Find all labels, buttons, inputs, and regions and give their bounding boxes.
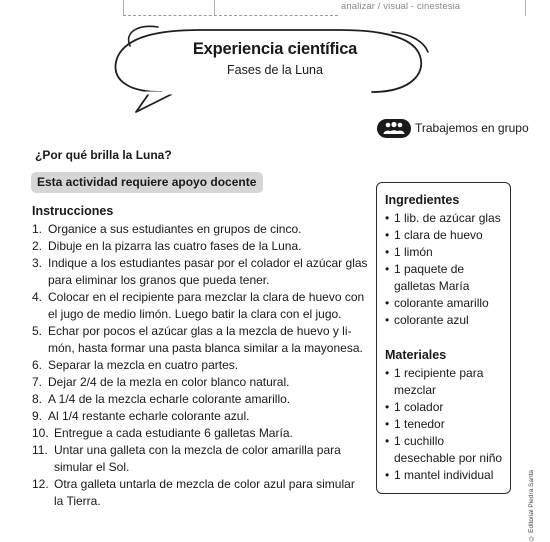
instructions-heading: Instrucciones	[32, 204, 114, 218]
step-number: 3.	[32, 256, 43, 270]
people-group-icon	[377, 119, 411, 138]
step-number: 2.	[32, 239, 43, 253]
step-number: 6.	[32, 358, 43, 372]
instruction-step	[32, 391, 370, 408]
step-text: Untar una galleta con la mezcla de color amarilla para	[54, 443, 341, 457]
step-number: 11.	[32, 443, 48, 457]
instruction-step	[32, 442, 370, 476]
bullet-icon: •	[385, 417, 390, 431]
step-text: Entregue a cada estudiante 6 galletas María.	[54, 426, 293, 440]
bullet-icon: •	[385, 262, 390, 276]
skills-label: analizar / visual - cinestesia	[341, 1, 461, 12]
bullet-icon: •	[385, 228, 390, 242]
material-item-text: 1 colador	[394, 400, 444, 414]
instruction-step	[32, 374, 370, 391]
teacher-support-banner: Esta actividad requiere apoyo docente	[31, 172, 263, 193]
instruction-step	[32, 425, 370, 442]
step-number: 10.	[32, 426, 49, 440]
material-item-text: 1 recipiente para	[394, 366, 484, 380]
ingredient-item-text: 1 paquete de	[394, 262, 465, 276]
copyright-notice: © Editorial Piedra Santa	[528, 470, 535, 542]
instruction-step	[32, 476, 370, 510]
step-text: simular el Sol.	[54, 460, 130, 474]
material-item	[385, 416, 511, 433]
title-bubble	[0, 0, 550, 120]
group-work-label: Trabajemos en grupo	[415, 121, 529, 135]
material-item	[385, 433, 511, 467]
step-text: Indique a los estudiantes pasar por el colador el azúcar glas	[48, 256, 368, 270]
step-text: Organice a sus estudiantes en grupos de cinco.	[48, 222, 302, 236]
step-number: 7.	[32, 375, 43, 389]
ingredient-item	[385, 244, 511, 261]
step-text: el jugo de medio limón. Luego batir la clara con el jugo.	[48, 307, 342, 321]
step-text: la Tierra.	[54, 494, 101, 508]
instruction-step	[32, 357, 370, 374]
bullet-icon: •	[385, 366, 390, 380]
ingredient-item	[385, 227, 511, 244]
bullet-icon: •	[385, 245, 390, 259]
page-subtitle: Fases de la Luna	[227, 63, 323, 77]
ingredients-materials-box	[376, 182, 511, 494]
instructions-list	[32, 221, 370, 510]
bullet-icon: •	[385, 313, 390, 327]
materials-heading: Materiales	[385, 348, 447, 362]
ingredients-list	[385, 210, 511, 329]
ingredient-item	[385, 295, 511, 312]
ingredient-item-text: 1 clara de huevo	[394, 228, 483, 242]
step-text: món, hasta formar una pasta blanca similar a la mayonesa.	[48, 341, 363, 355]
ingredient-item	[385, 312, 511, 329]
question-heading: ¿Por qué brilla la Luna?	[35, 148, 172, 162]
instruction-step	[32, 408, 370, 425]
step-number: 5.	[32, 324, 43, 338]
bullet-icon: •	[385, 434, 390, 448]
ingredient-item-text: galletas María	[394, 279, 470, 293]
ingredient-item-text: 1 limón	[394, 245, 433, 259]
instruction-step	[32, 255, 370, 289]
bullet-icon: •	[385, 400, 390, 414]
instruction-step	[32, 323, 370, 357]
material-item	[385, 467, 511, 484]
material-item-text: 1 tenedor	[394, 417, 445, 431]
material-item	[385, 365, 511, 399]
step-text: Dibuje en la pizarra las cuatro fases de la Luna.	[48, 239, 302, 253]
ingredient-item-text: colorante amarillo	[394, 296, 489, 310]
page-title: Experiencia científica	[192, 40, 358, 58]
step-text: Echar por pocos el azúcar glas a la mezcla de huevo y li-	[48, 324, 352, 338]
step-number: 9.	[32, 409, 43, 423]
bullet-icon: •	[385, 211, 390, 225]
step-number: 4.	[32, 290, 43, 304]
material-item-text: mezclar	[394, 383, 437, 397]
step-number: 8.	[32, 392, 43, 406]
ingredient-item	[385, 261, 511, 295]
material-item	[385, 399, 511, 416]
ingredient-item-text: 1 lib. de azúcar glas	[394, 211, 501, 225]
ingredients-heading: Ingredientes	[385, 193, 460, 207]
ingredient-item-text: colorante azul	[394, 313, 469, 327]
material-item-text: 1 cuchillo	[394, 434, 445, 448]
step-text: Colocar en el recipiente para mezclar la clara de huevo con	[48, 290, 365, 304]
step-text: A 1/4 de la mezcla echarle colorante amarillo.	[48, 392, 291, 406]
group-work-badge	[377, 118, 529, 138]
step-text: Al 1/4 restante echarle colorante azul.	[48, 409, 250, 423]
step-number: 1.	[32, 222, 43, 236]
step-text: Separar la mezcla en cuatro partes.	[48, 358, 239, 372]
materials-list	[385, 365, 511, 484]
material-item-text: desechable por niño	[394, 451, 503, 465]
step-text: para eliminar los granos que pueda tener.	[48, 273, 270, 287]
instruction-step	[32, 221, 370, 238]
step-number: 12.	[32, 477, 49, 491]
ingredient-item	[385, 210, 511, 227]
instruction-step	[32, 289, 370, 323]
step-text: Otra galleta untarla de mezcla de color azul para simular	[54, 477, 355, 491]
bullet-icon: •	[385, 296, 390, 310]
step-text: Dejar 2/4 de la mezla en color blanco natural.	[48, 375, 290, 389]
material-item-text: 1 mantel individual	[394, 468, 494, 482]
instruction-step	[32, 238, 370, 255]
bullet-icon: •	[385, 468, 390, 482]
